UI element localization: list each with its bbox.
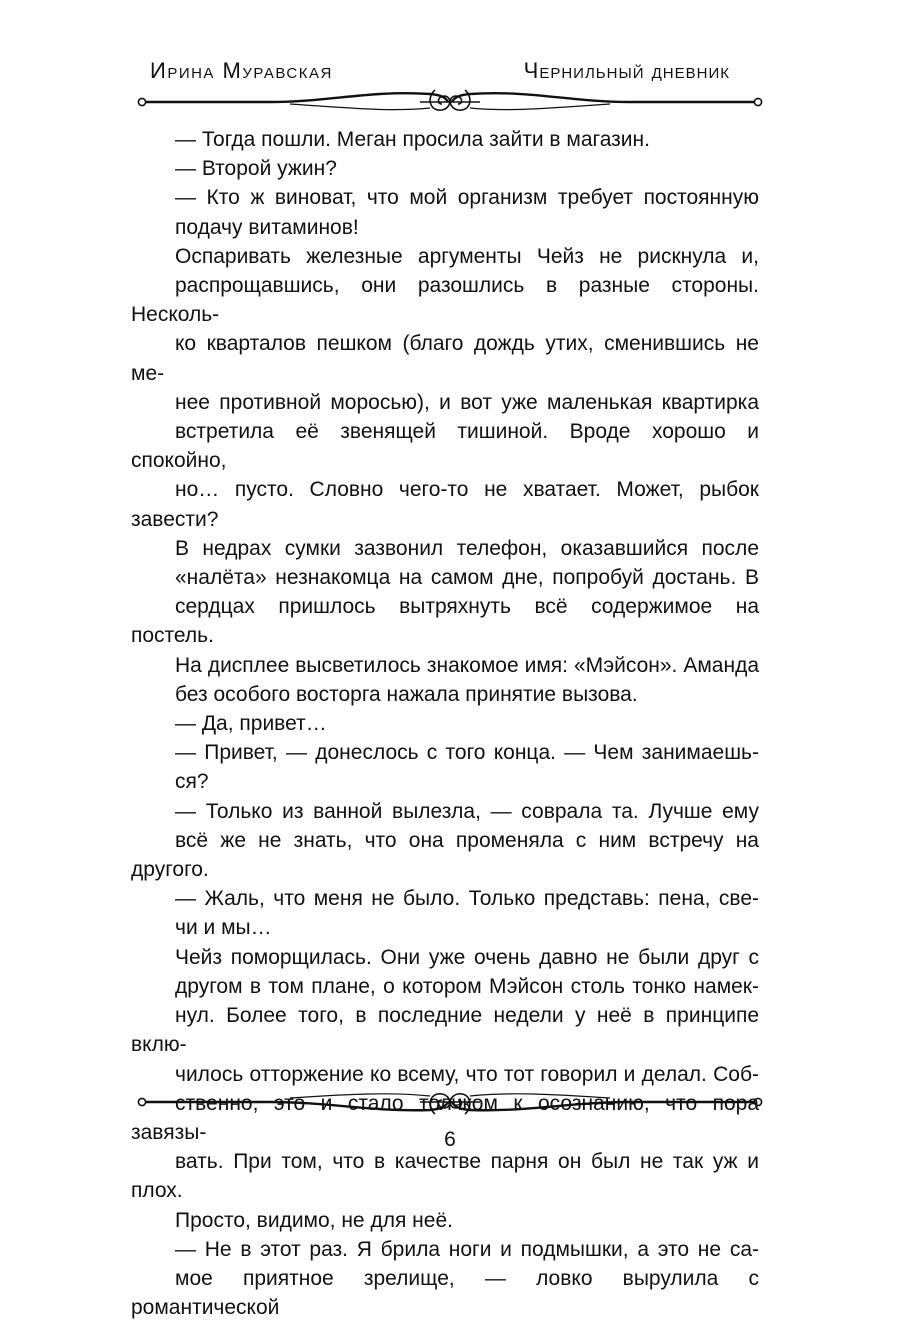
text-line: Оспаривать железные аргументы Чейз не рискнула и,: [175, 244, 759, 268]
text-line: чилось отторжение ко всему, что тот говорил и делал. Соб-: [175, 1062, 759, 1086]
text-line: чи и мы…: [175, 916, 272, 940]
text-line: В недрах сумки зазвонил телефон, оказавшийся после: [175, 536, 759, 560]
paragraph: [131, 797, 759, 885]
text-line: ся?: [175, 770, 209, 794]
text-line: «налёта» незнакомца на самом дне, попробуй достань. В: [175, 566, 759, 590]
text-line: распрощавшись, они разошлись в разные стороны. Несколь-: [131, 274, 759, 327]
text-line: — Привет, — донеслось с того конца. — Чем занимаешь-: [175, 741, 759, 765]
paragraph: [131, 534, 759, 709]
top-ornament-divider: [130, 84, 770, 120]
text-line: другом в том плане, о котором Мэйсон столь тонко намек-: [175, 974, 759, 998]
text-line: На дисплее высветилось знакомое имя: «Мэйсон». Аманда: [175, 653, 759, 677]
text-line: ко кварталов пешком (благо дождь утих, сменившись не ме-: [131, 332, 759, 385]
text-line: но… пусто. Словно чего-то не хватает. Может, рыбок завести?: [131, 478, 759, 531]
text-line: — Второй ужин?: [175, 157, 337, 181]
text-line: Чейз поморщилась. Они уже очень давно не были друг с: [175, 945, 759, 969]
header-author: Ирина Муравская: [150, 58, 333, 83]
text-line: — Не в этот раз. Я брила ноги и подмышки, а это не са-: [175, 1237, 759, 1261]
paragraph: [131, 884, 759, 942]
text-line: — Кто ж виноват, что мой организм требует постоянную: [175, 186, 759, 210]
text-line: мое приятное зрелище, — ловко вырулила с романтической: [131, 1266, 759, 1320]
text-line: вать. При том, что в качестве парня он был не так уж и плох.: [131, 1150, 759, 1203]
header-book-title: Чернильный дневник: [523, 58, 730, 83]
text-line: сердцах пришлось вытряхнуть всё содержимое на постель.: [131, 595, 759, 648]
text-line: встретила её звенящей тишиной. Вроде хорошо и спокойно,: [131, 420, 759, 473]
paragraph: [131, 738, 759, 796]
paragraph: [131, 183, 759, 241]
text-line: Просто, видимо, не для неё.: [175, 1208, 453, 1232]
text-line: — Да, привет…: [175, 712, 327, 736]
paragraph: [131, 242, 759, 534]
bottom-ornament-divider: [130, 1084, 770, 1120]
text-line: нее противной моросью), и вот уже маленькая квартирка: [175, 390, 759, 414]
text-line: нул. Более того, в последние недели у неё в принципе вклю-: [131, 1004, 759, 1057]
paragraph: [131, 1235, 759, 1322]
paragraph: [131, 154, 759, 183]
text-line: — Только из ванной вылезла, — соврала та. Лучше ему: [175, 799, 759, 823]
text-line: — Тогда пошли. Меган просила зайти в магазин.: [175, 128, 650, 151]
paragraph: [131, 125, 759, 154]
text-line: всё же не знать, что она променяла с ним встречу на другого.: [131, 828, 759, 882]
text-line: без особого восторга нажала принятие вызова.: [175, 682, 638, 706]
text-line: подачу витаминов!: [175, 215, 359, 239]
paragraph: [131, 709, 759, 738]
page-number: 6: [444, 1128, 456, 1151]
text-line: — Жаль, что меня не было. Только представь: пена, све-: [175, 887, 759, 911]
text-line: ственно, это и стало толчком к осознанию, что пора завязы-: [131, 1091, 759, 1144]
